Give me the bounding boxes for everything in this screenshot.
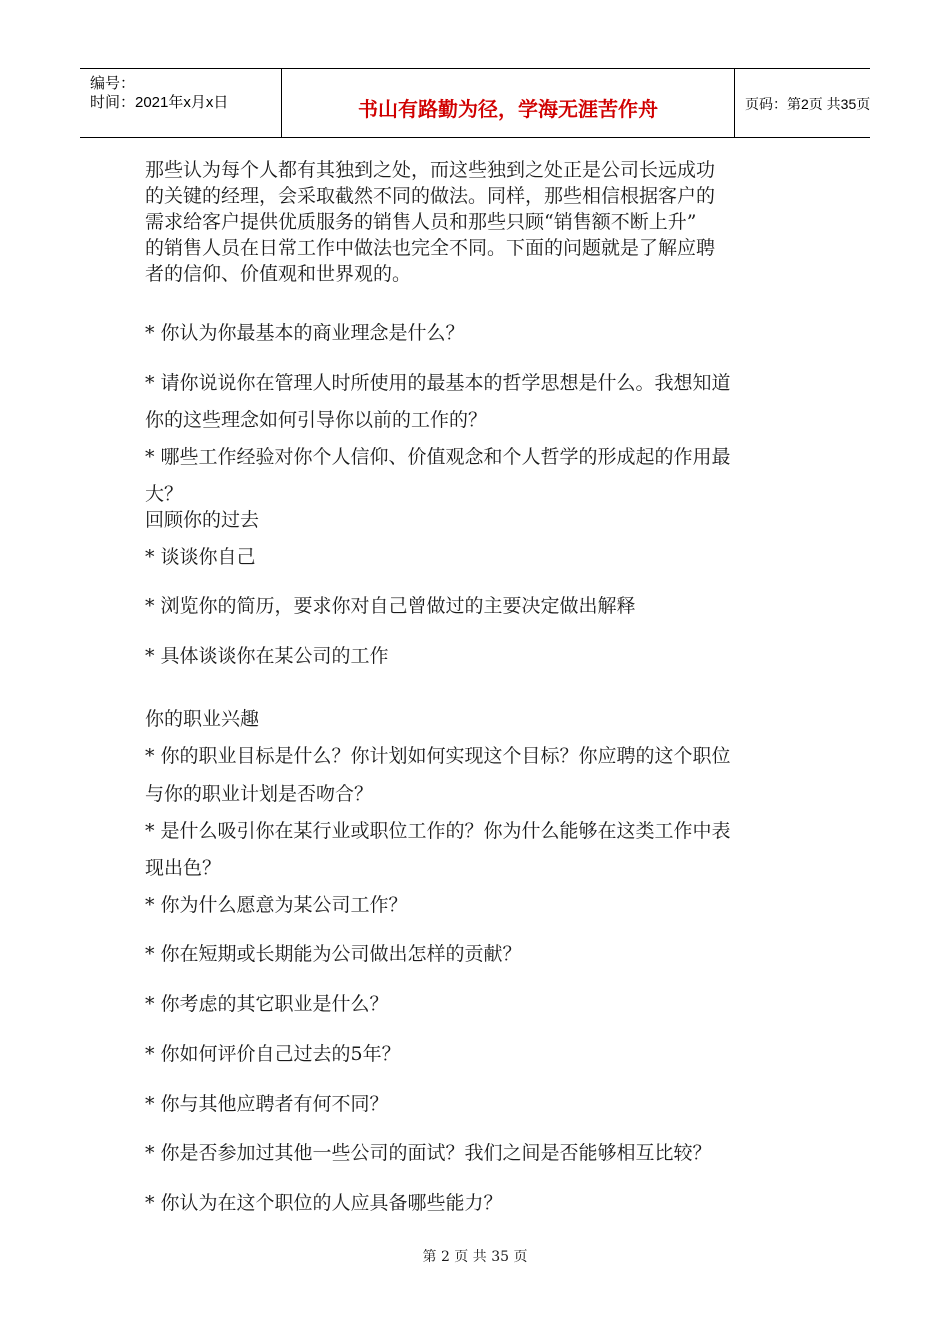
question-item: 你的这些理念如何引导你以前的工作的？ (145, 409, 488, 431)
question-item: * 你是否参加过其他一些公司的面试？我们之间是否能够相互比较？ (145, 1142, 712, 1164)
page-footer: 第 2 页 共 35 页 (422, 1249, 528, 1265)
question-item: * 是什么吸引你在某行业或职位工作的？你为什么能够在这类工作中表 (145, 820, 731, 842)
header-meta-cell (80, 69, 282, 137)
section-heading-past: 回顾你的过去 (145, 509, 260, 531)
time-label: 时间：2021年x月x日 (90, 94, 229, 111)
intro-line: 的销售人员在日常工作中做法也完全不同。下面的问题就是了解应聘 (145, 237, 716, 259)
question-item: * 请你说说你在管理人时所使用的最基本的哲学思想是什么。我想知道 (145, 372, 731, 394)
question-item: * 浏览你的简历，要求你对自己曾做过的主要决定做出解释 (145, 595, 636, 617)
motto: 书山有路勤为径，学海无涯苦作舟 (358, 97, 658, 121)
number-label: 编号： (90, 75, 136, 92)
question-item: * 你如何评价自己过去的5年？ (145, 1043, 401, 1065)
question-item: * 你考虑的其它职业是什么？ (145, 993, 389, 1015)
question-item: 与你的职业计划是否吻合？ (145, 783, 374, 805)
question-item: * 你在短期或长期能为公司做出怎样的贡献？ (145, 943, 522, 965)
page-header (80, 68, 870, 138)
header-page-cell (735, 69, 870, 137)
question-item: * 你为什么愿意为某公司工作？ (145, 894, 408, 916)
intro-line: 那些认为每个人都有其独到之处，而这些独到之处正是公司长远成功 (145, 159, 716, 181)
question-item: * 你的职业目标是什么？你计划如何实现这个目标？你应聘的这个职位 (145, 745, 731, 767)
question-item: 现出色？ (145, 857, 222, 879)
question-item: * 你认为在这个职位的人应具备哪些能力？ (145, 1192, 503, 1214)
intro-line: 者的信仰、价值观和世界观的。 (145, 263, 412, 285)
intro-line: 的关键的经理，会采取截然不同的做法。同样，那些相信根据客户的 (145, 185, 716, 207)
question-item: 大？ (145, 483, 184, 505)
intro-line: 需求给客户提供优质服务的销售人员和那些只顾“销售额不断上升” (145, 211, 697, 233)
page-info: 页码：第2页 共35页 (745, 96, 871, 112)
question-item: * 谈谈你自己 (145, 546, 256, 568)
question-item: * 你与其他应聘者有何不同？ (145, 1093, 389, 1115)
question-item: * 你认为你最基本的商业理念是什么？ (145, 322, 465, 344)
question-item: * 哪些工作经验对你个人信仰、价值观念和个人哲学的形成起的作用最 (145, 446, 731, 468)
question-item: * 具体谈谈你在某公司的工作 (145, 645, 389, 667)
section-heading-career: 你的职业兴趣 (145, 708, 260, 730)
header-motto-cell (282, 69, 735, 137)
